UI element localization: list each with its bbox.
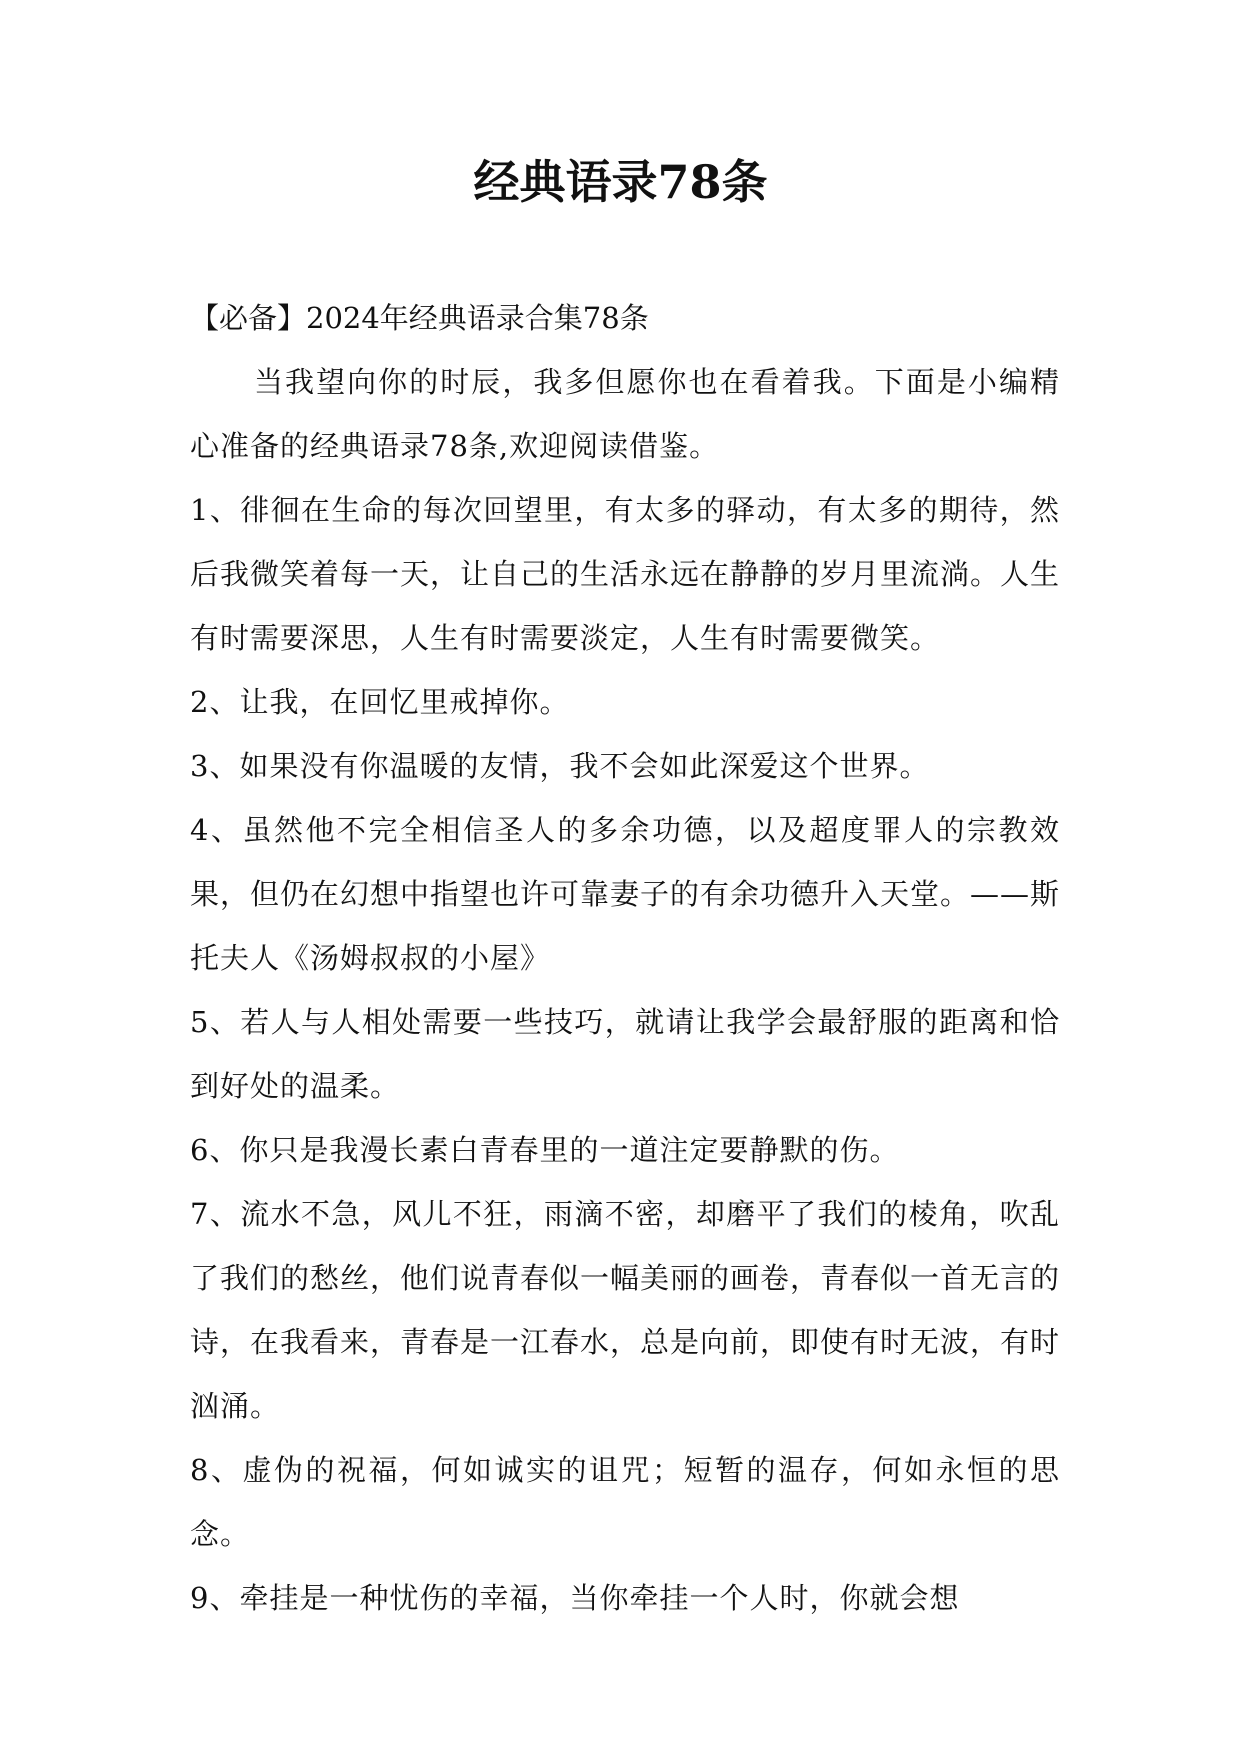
quote-item: 2、让我，在回忆里戒掉你。: [190, 685, 570, 719]
quote-item: 6、你只是我漫长素白青春里的一道注定要静默的伤。: [190, 1133, 900, 1167]
document-subtitle: 【必备】2024年经典语录合集78条: [190, 301, 649, 335]
document-body: [190, 286, 1060, 1630]
quote-item: 3、如果没有你温暖的友情，我不会如此深爱这个世界。: [190, 749, 930, 783]
quote-item: 4、虽然他不完全相信圣人的多余功德，以及超度罪人的宗教效果，但仍在幻想中指望也许可靠妻子的有余功德升入天堂。——斯托夫人《汤姆叔叔的小屋》: [190, 813, 1061, 975]
quote-item: 7、流水不急，风儿不狂，雨滴不密，却磨平了我们的棱角，吹乱了我们的愁丝，他们说青春似一幅美丽的画卷，青春似一首无言的诗，在我看来，青春是一江春水，总是向前，即使有时无波，有时汹涌。: [190, 1197, 1061, 1423]
quote-item: 1、徘徊在生命的每次回望里，有太多的驿动，有太多的期待，然后我微笑着每一天，让自己的生活永远在静静的岁月里流淌。人生有时需要深思，人生有时需要淡定，人生有时需要微笑。: [190, 493, 1061, 655]
document-title: 经典语录78条: [473, 155, 768, 209]
quote-item: 5、若人与人相处需要一些技巧，就请让我学会最舒服的距离和恰到好处的温柔。: [190, 1005, 1060, 1103]
quote-item: 9、牵挂是一种忧伤的幸福，当你牵挂一个人时，你就会想: [190, 1581, 960, 1615]
intro-paragraph: 当我望向你的时辰，我多但愿你也在看着我。下面是小编精心准备的经典语录78条,欢迎阅读借鉴。: [190, 365, 1060, 463]
quote-item: 8、虚伪的祝福，何如诚实的诅咒；短暂的温存，何如永恒的思念。: [190, 1453, 1060, 1551]
